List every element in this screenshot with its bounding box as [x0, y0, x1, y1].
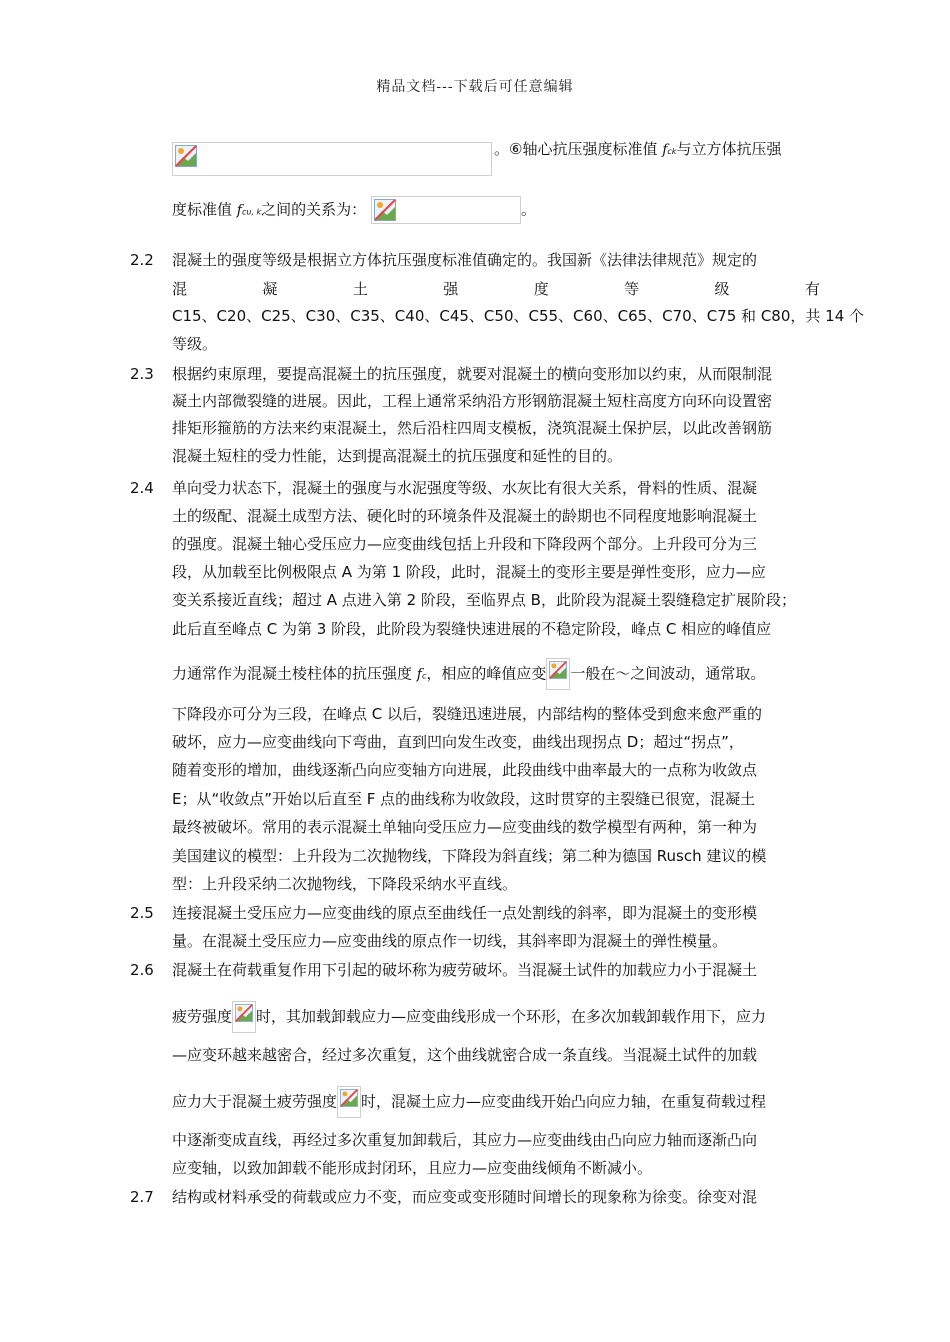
s22-line-3: C15、C20、C25、C30、C35、C40、C45、C50、C55、C60、C65、C70、C75 和 C80，共 14 个	[172, 307, 865, 325]
broken-image-icon	[340, 1089, 358, 1107]
formula-image-1	[172, 142, 492, 176]
s22-line-2: 混 凝 土 强 度 等 级 有	[172, 280, 820, 298]
fragment-line-1: 。⑥轴心抗压强度标准值 fck与立方体抗压强	[494, 140, 782, 158]
s24-line-7: 力通常作为混凝土棱柱体的抗压强度 fc，相应的峰值应变 一般在～之间波动，通常取。	[172, 658, 765, 690]
s26-line-2: 疲劳强度 时，其加载卸载应力—应变曲线形成一个环形，在多次加载卸载作用下，应力	[172, 1001, 766, 1033]
s24-line-11: E；从“收敛点”开始以后直至 F 点的曲线称为收敛段，这时贯穿的主裂缝已很宽，混凝土	[172, 790, 756, 808]
s23-line-1: 根据约束原理，要提高混凝土的抗压强度，就要对混凝土的横向变形加以约束，从而限制混	[172, 365, 773, 383]
section-number-2-5: 2.5	[130, 904, 154, 922]
s25-line-1: 连接混凝土受压应力—应变曲线的原点至曲线任一点处割线的斜率，即为混凝土的变形模	[172, 904, 758, 922]
section-number-2-6: 2.6	[130, 961, 154, 979]
s24-line-1: 单向受力状态下，混凝土的强度与水泥强度等级、水灰比有很大关系，骨料的性质、混凝	[172, 479, 758, 497]
section-number-2-3: 2.3	[130, 365, 154, 383]
section-number-2-4: 2.4	[130, 479, 154, 497]
page-header: 精品文档---下载后可任意编辑	[376, 79, 574, 95]
s23-line-3: 排矩形箍筋的方法来约束混凝土，然后沿柱四周支模板，浇筑混凝土保护层，以此改善钢筋	[172, 419, 773, 437]
broken-image-icon	[235, 1004, 253, 1022]
formula-image-2	[371, 196, 521, 224]
s24-line-3: 的强度。混凝土轴心受压应力—应变曲线包括上升段和下降段两个部分。上升段可分为三	[172, 535, 758, 553]
formula-image-4	[232, 1001, 256, 1033]
s24-line-5: 变关系接近直线；超过 A 点进入第 2 阶段，至临界点 B，此阶段为混凝土裂缝稳定扩展阶段；	[172, 591, 796, 609]
s24-line-12: 最终被破坏。常用的表示混凝土单轴向受压应力—应变曲线的数学模型有两种，第一种为	[172, 818, 758, 836]
s24-line-10: 随着变形的增加，曲线逐渐凸向应变轴方向进展，此段曲线中曲率最大的一点称为收敛点	[172, 761, 758, 779]
s24-line-8: 下降段亦可分为三段，在峰点 C 以后，裂缝迅速进展，内部结构的整体受到愈来愈严重的	[172, 705, 763, 723]
s22-line-1: 混凝土的强度等级是根据立方体抗压强度标准值确定的。我国新《法律法律规范》规定的	[172, 251, 758, 269]
s24-line-13: 美国建议的模型：上升段为二次抛物线，下降段为斜直线；第二种为德国 Rusch 建议的模	[172, 847, 767, 865]
s24-line-6: 此后直至峰点 C 为第 3 阶段，此阶段为裂缝快速进展的不稳定阶段，峰点 C 相应的峰值应	[172, 620, 772, 638]
broken-image-icon	[175, 145, 197, 167]
s25-line-2: 量。在混凝土受压应力—应变曲线的原点作一切线，其斜率即为混凝土的弹性模量。	[172, 932, 728, 950]
s26-line-1: 混凝土在荷载重复作用下引起的破坏称为疲劳破坏。当混凝土试件的加载应力小于混凝土	[172, 961, 758, 979]
section-number-2-7: 2.7	[130, 1188, 154, 1206]
s24-line-2: 土的级配、混凝土成型方法、硬化时的环境条件及混凝土的龄期也不同程度地影响混凝土	[172, 507, 758, 525]
section-number-2-2: 2.2	[130, 251, 154, 269]
s22-line-4: 等级。	[172, 335, 218, 353]
fragment-line-2: 度标准值 fcu, k之间的关系为： 。	[172, 196, 536, 224]
s23-line-4: 混凝土短柱的受力性能，达到提高混凝土的抗压强度和延性的目的。	[172, 447, 623, 465]
s26-line-5: 中逐渐变成直线，再经过多次重复加卸载后，其应力—应变曲线由凸向应力轴而逐渐凸向	[172, 1131, 758, 1149]
formula-image-3	[546, 658, 570, 690]
s26-line-3: —应变环越来越密合，经过多次重复，这个曲线就密合成一条直线。当混凝土试件的加载	[172, 1046, 758, 1064]
s24-line-4: 段，从加载至比例极限点 A 为第 1 阶段，此时，混凝土的变形主要是弹性变形，应力—应	[172, 563, 766, 581]
s24-line-14: 型：上升段采纳二次抛物线，下降段采纳水平直线。	[172, 875, 518, 893]
s24-line-9: 破坏，应力—应变曲线向下弯曲，直到凹向发生改变，曲线出现拐点 D；超过“拐点”，	[172, 733, 744, 751]
formula-image-5	[337, 1086, 361, 1118]
s23-line-2: 凝土内部微裂缝的进展。因此，工程上通常采纳沿方形钢筋混凝土短柱高度方向环向设置密	[172, 392, 773, 410]
s27-line-1: 结构或材料承受的荷载或应力不变，而应变或变形随时间增长的现象称为徐变。徐变对混	[172, 1188, 758, 1206]
broken-image-icon	[549, 661, 567, 679]
s26-line-4: 应力大于混凝土疲劳强度 时，混凝土应力—应变曲线开始凸向应力轴，在重复荷载过程	[172, 1086, 766, 1118]
broken-image-icon	[374, 199, 396, 221]
s26-line-6: 应变轴，以致加卸载不能形成封闭环，且应力—应变曲线倾角不断减小。	[172, 1159, 653, 1177]
